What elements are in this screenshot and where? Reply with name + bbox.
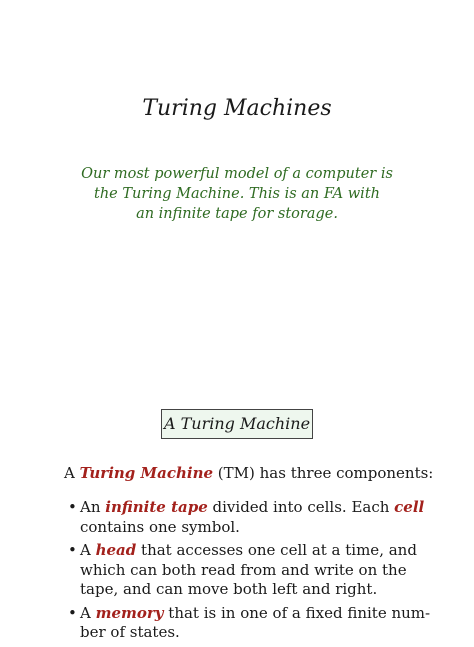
bullet-dot: • — [68, 603, 77, 622]
item-mid: that accesses one cell at a time, and — [136, 541, 417, 559]
page-title: Turing Machines — [142, 96, 332, 121]
item-line-2: which can both read from and write on the — [80, 560, 407, 579]
list-item — [68, 498, 425, 537]
section-heading-box: A Turing Machine — [161, 409, 313, 439]
term-memory: memory — [95, 603, 164, 622]
item-line-1 — [80, 541, 418, 561]
lead-sentence — [64, 464, 433, 482]
item-line-1 — [80, 498, 425, 518]
list-item — [68, 541, 418, 600]
intro-paragraph — [60, 164, 414, 224]
item-line-2: contains one symbol. — [80, 517, 240, 536]
item-line-3: tape, and can move both left and right. — [80, 580, 378, 598]
term-turing-machine: Turing Machine — [79, 464, 214, 482]
component-list — [68, 498, 431, 647]
lead-pre: A — [64, 464, 80, 482]
item-pre: An — [80, 498, 106, 516]
term-head: head — [95, 541, 137, 559]
item-line-1 — [80, 603, 431, 624]
term-cell: cell — [394, 498, 425, 516]
item-line-2: ber of states. — [80, 623, 180, 641]
intro-line-1: Our most powerful model of a computer is — [81, 166, 393, 182]
item-mid: divided into cells. Each — [207, 498, 395, 516]
bullet-dot: • — [68, 541, 77, 559]
intro-line-2: the Turing Machine. This is an FA with — [94, 186, 380, 202]
item-pre: A — [80, 603, 96, 622]
item-pre: A — [80, 541, 96, 559]
lead-post: (TM) has three components: — [213, 464, 434, 482]
term-infinite-tape: infinite tape — [105, 498, 208, 516]
intro-line-3: an infinite tape for storage. — [136, 206, 338, 222]
bullet-dot: • — [68, 498, 77, 516]
list-item — [68, 603, 431, 643]
item-mid: that is in one of a fixed finite num- — [163, 603, 431, 622]
